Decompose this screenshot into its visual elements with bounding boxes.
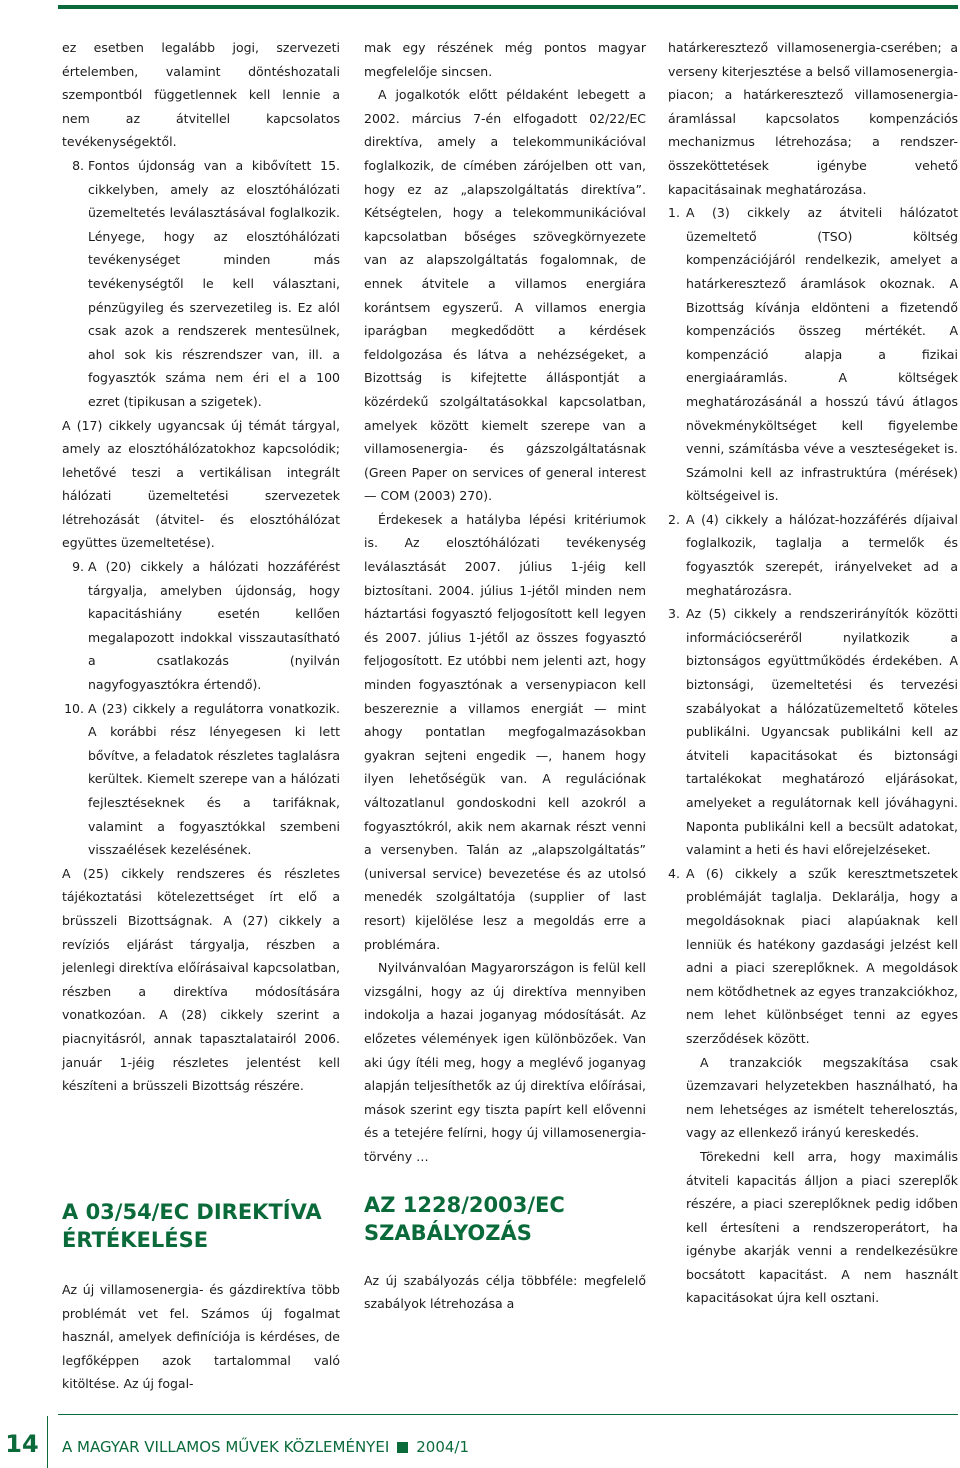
item-number: 1.: [668, 205, 680, 221]
item-text: A (4) cikkely a hálózat-hozzáférés díjaival foglalkozik, taglalja a termelők és fogyasztók szerepét, irányelveket ad a meghatározásra.: [686, 511, 958, 598]
item-number: 3.: [668, 606, 680, 622]
journal-footer: [62, 1438, 469, 1456]
list-item: [668, 602, 958, 862]
column-2: [364, 36, 646, 1316]
column-3: [668, 36, 958, 1310]
journal-title: A MAGYAR VILLAMOS MŰVEK KÖZLEMÉNYEI: [62, 1438, 390, 1456]
paragraph: Az új villamosenergia- és gázdirektíva több problémát vet fel. Számos új fogalmat használ, amelyek definíciója is kérdéses, de legfőképpen azok tartalommal való kitöltése. Az új fogal-: [62, 1282, 340, 1392]
item-number: 9.: [72, 559, 84, 575]
item-number: 2.: [668, 511, 680, 527]
paragraph: Nyilvánvalóan Magyarországon is felül kell vizsgálni, hogy az új direktíva mennyiben indokolja a hazai joganyag módosítását. Az előzetes vélemények igen különbözőek. Van aki úgy ítéli meg, hogy a meglévő joganyag alapján teljesíthetők az új direktíva előírásai, mások szerint egy tiszta papírt kell elővenni és a tetejére felírni, hogy új villamosenergia-törvény …: [364, 960, 646, 1164]
item-number: 4.: [668, 865, 680, 881]
item-number: 10.: [64, 700, 84, 716]
list-item: [668, 508, 958, 602]
column-1: [62, 36, 340, 1416]
paragraph: A jogalkotók előtt példaként lebegett a 2002. március 7-én elfogadott 02/22/EC direktíva, amely a telekommunikációval foglalkozik, de címében zárójelben ott van, hogy ez az „alapszolgáltatás direktíva”. Kétségtelen, hogy a telekommunikációval kapcsolatban bőséges szövegkörnyezete van az alapszolgáltatás fogalomnak, de ennek átvitele a villamos energiára korántsem egyszerű. A villamos energia iparágban megkedődött a kérdések feldolgozása és látva a nehézségeket, a Bizottság is kifejtette álláspontját a közérdekű szolgáltatásokkal kapcsolatban, amelyek között kiemelt szerepe van a villamosenergia- és gázszolgáltatásnak (Green Paper on services of general interest — COM (2003) 270).: [364, 87, 646, 504]
paragraph: Érdekesek a hatályba lépési kritériumok is. Az elosztóhálózati tevékenység leválasztását 2007. július 1-jéig kell biztosítani. 2004. július 1-jétől minden nem háztartási fogyasztó feljogosított kell legyen és 2007. július 1-jétől az összes fogyasztó feljogosított. Ez utóbbi nem jelenti azt, hogy minden fogyasztónak a versenypiacon kell beszereznie a villamos energiát — mint ahogy pontatlan megfogalmazásokban gyakran sejteni engedik —, hanem hogy ilyen lehetőségük van. A regulációnak változatlanul gondoskodni kell azokról a fogyasztókról, akik nem akarnak részt venni a versenyben. Talán az „alapszolgáltatás” (universal service) bevezetése és az utolsó menedék szolgáltatója (supplier of last resort) kijelölése lesz a megoldás erre a problémára.: [364, 511, 646, 952]
paragraph: Törekedni kell arra, hogy maximális átviteli kapacitás álljon a piaci szereplők részére, a piaci szereplőknek pedig időben kell értesíteni a rendszeroperátort, ha igénybe akarják venni a rendelkezésükre bocsátott kapacitást. A nem használt kapacitásokat újra kell osztani.: [686, 1148, 958, 1306]
paragraph: Az új szabályozás célja többféle: megfelelő szabályok létrehozása a: [364, 1272, 646, 1312]
list-item: [668, 862, 958, 1051]
item-text: Az (5) cikkely a rendszerirányítók közötti információcseréről nyilatkozik a biztonságos együttműködés érdekében. A biztonsági, üzemeltetési és tervezési szabályokat a hálózatüzemeltető köteles publikálni. Ugyancsak publikálni kell az átviteli kapacitásokat és biztonsági tartalékokat meghatározó eljárásokat, amelyeket a regulátornak kell jóváhagyni. Naponta publikálni kell a becsült adatokat, valamint a heti és havi előrejelzéseket.: [686, 606, 958, 858]
list-item: [62, 154, 340, 414]
section-heading: A 03/54/EC DIREKTÍVA ÉRTÉKELÉSE: [62, 1200, 322, 1252]
page-number: 14: [5, 1430, 39, 1458]
section-heading: AZ 1228/2003/EC SZABÁLYOZÁS: [364, 1192, 565, 1245]
list-item: [668, 201, 958, 508]
item-text: A (3) cikkely az átviteli hálózatot üzemeltető (TSO) költség kompenzációjáról rendelkezik, amelyet a határkeresztező áramlások okoznak. A Bizottság kívánja eldönteni a fizetendő kompenzációs összeg mértékét. A kompenzáció alapja a fizikai energiaáramlás. A költségek meghatározásánál a hosszú távú átlagos növekményköltséget kell figyelembe venni, számításba véve a veszteségeket is. Számolni kell az infrastruktúra (mérések) költségeivel is.: [686, 205, 958, 504]
item-number: 8.: [72, 157, 84, 173]
list-item: [62, 697, 340, 862]
item-text: A (20) cikkely a hálózati hozzáférést tárgyalja, amelyben újdonság, hogy kapacitáshiány esetén kellően megalapozott indokkal visszautasítható a csatlakozás (nyilván nagyfogyasztókra értendő).: [88, 559, 340, 693]
footer-divider: [47, 1416, 48, 1468]
paragraph: A (25) cikkely rendszeres és részletes tájékoztatási kötelezettséget írt elő a brüsszeli Bizottságnak. A (27) cikkely a revíziós eljárást tárgyalja, részben a jelenlegi direktíva előírásaival kapcsolatban, részben a direktíva módosítására vonatkozóan. A (28) cikkely szerint a piacnyitásról, annak tapasztalatairól 2006. január 1-jéig részletes jelentést kell készíteni a brüsszeli Bizottság részére.: [62, 865, 340, 1094]
paragraph: határkeresztező villamosenergia-cserében; a verseny kiterjesztése a belső villamosenergia-piacon; a határkeresztező villamosenergia-áramlással kapcsolatos kompenzációs mechanizmus létrehozása; a rendszer-összeköttetések igénybe vehető kapacitásainak meghatározása.: [668, 40, 958, 197]
item-text: A (23) cikkely a regulátorra vonatkozik. A korábbi rész lényegesen ki lett bővítve, a feladatok részletes taglalásra kerültek. Kiemelt szerepe van a hálózati fejlesztéseknek és a tarifáknak, valamint a fogyasztókkal szembeni visszaélések kezelésének.: [88, 700, 340, 858]
square-bullet-icon: [397, 1442, 408, 1453]
journal-issue: 2004/1: [416, 1438, 470, 1456]
footer-rule: [58, 1414, 958, 1415]
numbered-list: [62, 555, 340, 862]
item-text: Fontos újdonság van a kibővített 15. cikkelyben, amely az elosztóhálózati üzemeltetés leválasztásával foglalkozik. Lényege, hogy az elosztóhálózati tevékenységet minden más tevékenységtől le kell választani, pénzügyileg és szervezetileg is. Ez alól csak azok a rendszerek mentesülnek, ahol sok kis részrendszer van, ill. a fogyasztók száma nem éri el a 100 ezret (tipikusan a szigetek).: [88, 157, 340, 409]
paragraph: mak egy részének még pontos magyar megfelelője sincsen.: [364, 40, 646, 79]
paragraph: A (17) cikkely ugyancsak új témát tárgyal, amely az elosztóhálózatokhoz kapcsolódik; lehetővé teszi a vertikálisan integrált hálózati üzemeltetési szervezetek létrehozását (átvitel- és elosztóhálózat együttes üzemeltetése).: [62, 417, 340, 551]
item-text: A (6) cikkely a szűk keresztmetszetek problémáját taglalja. Deklarálja, hogy a megoldásoknak piaci alapúaknak kell lenniük és hatékony gazdasági jelzést kell adni a piaci szereplőknek. A megoldások nem kötődhetnek az egyes tranzakciókhoz, nem lehet különbséget tenni az egyes szerződések között.: [686, 865, 958, 1046]
list-item: [62, 555, 340, 697]
paragraph: ez esetben legalább jogi, szervezeti értelemben, valamint döntéshozatali szempontból függetlennek kell lennie a nem az átvitellel kapcsolatos tevékenységektől.: [62, 40, 340, 150]
numbered-list: [668, 201, 958, 1050]
paragraph: A tranzakciók megszakítása csak üzemzavari helyzetekben használható, ha nem lehetséges az ismételt teherelosztás, vagy az ellenkező irányú kereskedés.: [686, 1054, 958, 1141]
top-rule: [58, 5, 958, 9]
numbered-list: [62, 154, 340, 414]
